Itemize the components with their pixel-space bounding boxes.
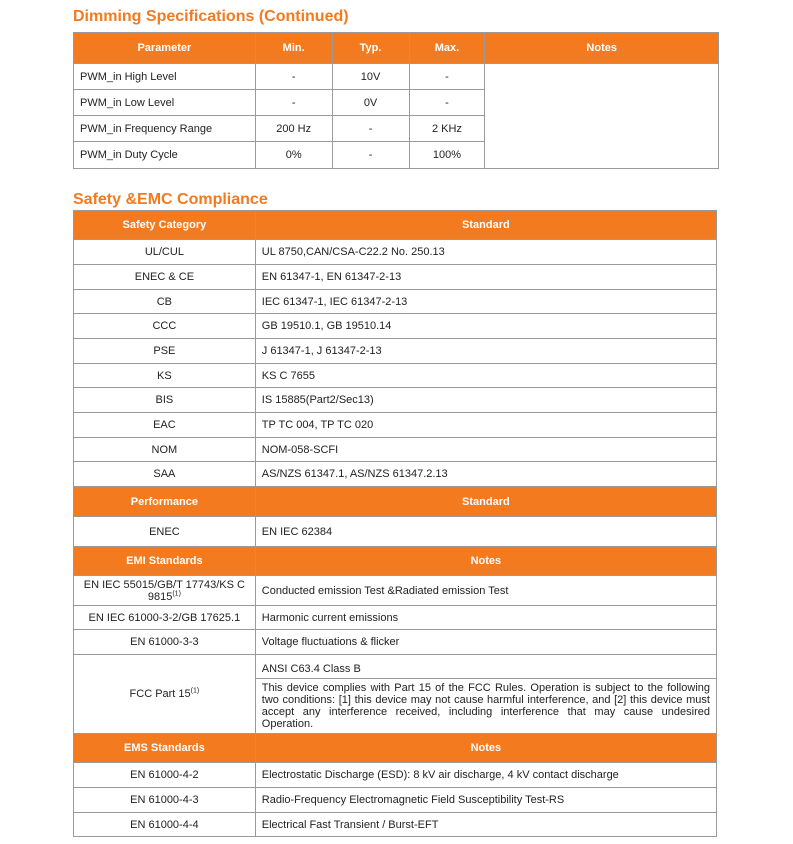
min-cell: 200 Hz [255, 116, 332, 142]
fcc-note-class: ANSI C63.4 Class B [256, 659, 716, 679]
max-cell: 2 KHz [409, 116, 485, 142]
category-cell: EN 61000-4-4 [74, 813, 256, 837]
notes-cell [255, 655, 716, 734]
col-header-typ: Typ. [332, 33, 409, 64]
table-row [74, 290, 717, 314]
typ-cell: 10V [332, 64, 409, 90]
standard-cell: UL 8750,CAN/CSA-C22.2 No. 250.13 [255, 240, 716, 265]
param-cell: PWM_in Low Level [74, 90, 256, 116]
safety-section-title: Safety &EMC Compliance [73, 191, 268, 208]
category-cell: KS [74, 364, 256, 388]
col-header-parameter: Parameter [74, 33, 256, 64]
category-cell: CCC [74, 314, 256, 339]
col-header-max: Max. [409, 33, 485, 64]
category-cell: NOM [74, 438, 256, 462]
standard-cell: J 61347-1, J 61347-2-13 [255, 339, 716, 364]
table-row [74, 388, 717, 413]
col-header-standard: Standard [255, 211, 716, 240]
standard-cell: TP TC 004, TP TC 020 [255, 413, 716, 438]
col-header-performance: Performance [74, 487, 256, 517]
param-cell: PWM_in High Level [74, 64, 256, 90]
col-header-performance-standard: Standard [255, 487, 716, 517]
table-row [74, 630, 717, 655]
table-row [74, 813, 717, 837]
category-cell: EN IEC 61000-3-2/GB 17625.1 [74, 606, 256, 630]
table-row [74, 240, 717, 265]
dimming-header-row [74, 33, 719, 64]
table-row [74, 576, 717, 606]
notes-cell [485, 64, 719, 169]
category-cell: EN 61000-4-2 [74, 763, 256, 788]
category-cell: UL/CUL [74, 240, 256, 265]
category-text: FCC Part 15 [129, 688, 191, 700]
category-cell: EAC [74, 413, 256, 438]
table-row [74, 788, 717, 813]
ems-header-row [74, 734, 717, 763]
table-row [74, 314, 717, 339]
param-cell: PWM_in Duty Cycle [74, 142, 256, 169]
col-header-safety-category: Safety Category [74, 211, 256, 240]
category-cell [74, 576, 256, 606]
table-row [74, 364, 717, 388]
category-cell: SAA [74, 462, 256, 487]
col-header-notes: Notes [485, 33, 719, 64]
category-cell: ENEC [74, 517, 256, 547]
max-cell: - [409, 90, 485, 116]
min-cell: - [255, 64, 332, 90]
standard-cell: GB 19510.1, GB 19510.14 [255, 314, 716, 339]
notes-cell: Voltage fluctuations & flicker [255, 630, 716, 655]
footnote-marker: (1) [172, 589, 181, 597]
safety-header-row [74, 211, 717, 240]
col-header-emi-standards: EMI Standards [74, 547, 256, 576]
min-cell: 0% [255, 142, 332, 169]
category-cell: CB [74, 290, 256, 314]
emi-header-row [74, 547, 717, 576]
dimming-table [73, 32, 719, 169]
col-header-ems-standards: EMS Standards [74, 734, 256, 763]
category-text: EN IEC 55015/GB/T 17743/KS C 9815 [83, 578, 245, 603]
typ-cell: - [332, 116, 409, 142]
category-cell: PSE [74, 339, 256, 364]
typ-cell: 0V [332, 90, 409, 116]
category-cell: BIS [74, 388, 256, 413]
notes-cell: Electrostatic Discharge (ESD): 8 kV air discharge, 4 kV contact discharge [255, 763, 716, 788]
table-row [74, 413, 717, 438]
fcc-note-statement: This device complies with Part 15 of the FCC Rules. Operation is subject to the following two conditions: [1] this device may not cause harmful interference, and [2] this device must accept any interference received, including interference that may cause undesired Operation. [261, 681, 710, 730]
notes-cell: Conducted emission Test &Radiated emission Test [255, 576, 716, 606]
table-row [74, 606, 717, 630]
table-row [74, 339, 717, 364]
performance-header-row [74, 487, 717, 517]
table-row [74, 763, 717, 788]
category-cell [74, 655, 256, 734]
table-row [74, 655, 717, 734]
category-cell: ENEC & CE [74, 265, 256, 290]
table-row [74, 438, 717, 462]
table-row [74, 517, 717, 547]
category-cell: EN 61000-3-3 [74, 630, 256, 655]
standard-cell: EN 61347-1, EN 61347-2-13 [255, 265, 716, 290]
standard-cell: IS 15885(Part2/Sec13) [255, 388, 716, 413]
min-cell: - [255, 90, 332, 116]
notes-cell: Harmonic current emissions [255, 606, 716, 630]
col-header-emi-notes: Notes [255, 547, 716, 576]
standard-cell: IEC 61347-1, IEC 61347-2-13 [255, 290, 716, 314]
notes-cell: Radio-Frequency Electromagnetic Field Susceptibility Test-RS [255, 788, 716, 813]
standard-cell: EN IEC 62384 [255, 517, 716, 547]
max-cell: 100% [409, 142, 485, 169]
notes-cell: Electrical Fast Transient / Burst-EFT [255, 813, 716, 837]
dimming-section-title: Dimming Specifications (Continued) [73, 8, 349, 25]
table-row [74, 64, 719, 90]
safety-table [73, 210, 717, 837]
category-cell: EN 61000-4-3 [74, 788, 256, 813]
standard-cell: AS/NZS 61347.1, AS/NZS 61347.2.13 [255, 462, 716, 487]
standard-cell: KS C 7655 [255, 364, 716, 388]
footnote-marker: (1) [190, 687, 200, 695]
col-header-ems-notes: Notes [255, 734, 716, 763]
table-row [74, 265, 717, 290]
table-row [74, 462, 717, 487]
param-cell: PWM_in Frequency Range [74, 116, 256, 142]
max-cell: - [409, 64, 485, 90]
typ-cell: - [332, 142, 409, 169]
col-header-min: Min. [255, 33, 332, 64]
standard-cell: NOM-058-SCFI [255, 438, 716, 462]
